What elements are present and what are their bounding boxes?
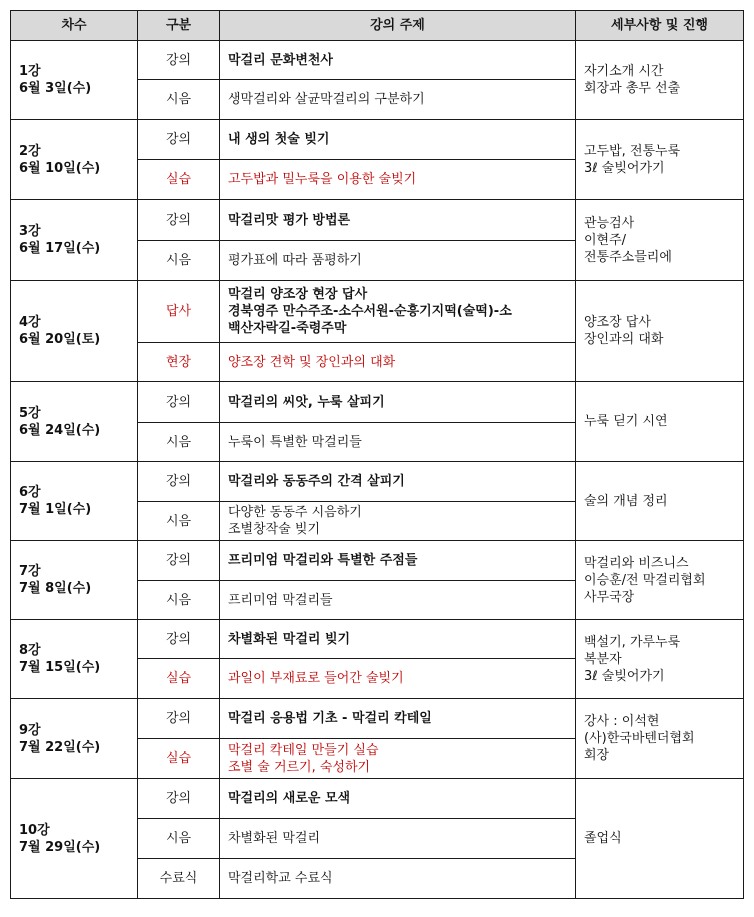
session-cell — [11, 281, 138, 382]
category-cell: 시음 — [138, 241, 220, 281]
detail-line: 장인과의 대화 — [584, 332, 664, 347]
detail-line: 양조장 답사 — [584, 315, 651, 330]
topic-line: 막걸리맛 평가 방법론 — [228, 212, 351, 228]
detail-line: 막걸리와 비즈니스 — [584, 555, 689, 571]
table-row — [11, 281, 744, 343]
topic-cell — [220, 739, 576, 779]
topic-cell — [220, 80, 576, 120]
session-number: 4강 — [19, 315, 41, 330]
topic-cell — [220, 462, 576, 502]
table-row — [11, 200, 744, 241]
session-number: 9강 — [19, 722, 41, 738]
topic-line: 백산자락길-죽령주막 — [228, 321, 347, 336]
topic-cell — [220, 41, 576, 80]
category-cell: 강의 — [138, 200, 220, 241]
category-cell: 강의 — [138, 541, 220, 581]
session-date: 6월 3일(수) — [19, 81, 92, 96]
detail-line: 누룩 딛기 시연 — [584, 414, 668, 429]
category-cell: 시음 — [138, 581, 220, 620]
session-date: 7월 8일(수) — [19, 581, 92, 596]
category-cell: 강의 — [138, 120, 220, 160]
topic-cell — [220, 659, 576, 699]
details-cell — [576, 462, 744, 541]
category-cell: 강의 — [138, 382, 220, 423]
category-cell: 강의 — [138, 41, 220, 80]
detail-line: 3ℓ 술빚어가기 — [584, 160, 665, 176]
topic-line: 과일이 부재료로 들어간 술빚기 — [228, 671, 404, 686]
session-date: 6월 17일(수) — [19, 241, 101, 256]
category-cell: 실습 — [138, 659, 220, 699]
topic-line: 막걸리와 동동주의 간격 살피기 — [228, 474, 405, 489]
category-cell: 시음 — [138, 502, 220, 541]
details-cell — [576, 779, 744, 899]
category-cell: 강의 — [138, 462, 220, 502]
topic-cell — [220, 859, 576, 899]
category-cell: 현장 — [138, 343, 220, 382]
header-session: 차수 — [11, 11, 138, 41]
detail-line: 자기소개 시간 — [584, 64, 664, 79]
category-cell: 시음 — [138, 80, 220, 120]
topic-line: 양조장 견학 및 장인과의 대화 — [228, 354, 396, 370]
detail-line: (사)한국바텐더협회 — [584, 731, 695, 746]
topic-line: 누룩이 특별한 막걸리들 — [228, 434, 362, 450]
session-date: 7월 15일(수) — [19, 660, 101, 675]
detail-line: 회장과 총무 선출 — [584, 81, 681, 96]
session-cell — [11, 462, 138, 541]
topic-line: 평가표에 따라 품평하기 — [228, 253, 362, 268]
detail-line: 전통주소믈리에 — [584, 249, 672, 265]
session-number: 7강 — [19, 564, 41, 579]
topic-cell — [220, 343, 576, 382]
table-row — [11, 620, 744, 659]
topic-line: 다양한 동동주 시음하기 — [228, 505, 362, 520]
detail-line: 강사 : 이석현 — [584, 714, 660, 729]
detail-line: 관능검사 — [584, 215, 635, 231]
topic-line: 경북영주 만수주조-소수서원-순흥기지떡(술떡)-소 — [228, 304, 512, 319]
session-number: 3강 — [19, 224, 41, 239]
table-row — [11, 699, 744, 739]
session-date: 6월 20일(토) — [19, 332, 101, 347]
topic-cell — [220, 120, 576, 160]
topic-line: 막걸리의 씨앗, 누룩 살피기 — [228, 394, 385, 410]
topic-line: 막걸리 칵테일 만들기 실습 — [228, 742, 379, 758]
detail-line: 졸업식 — [584, 831, 622, 846]
topic-cell — [220, 160, 576, 200]
topic-cell — [220, 541, 576, 581]
session-cell — [11, 382, 138, 462]
topic-line: 막걸리 양조장 현장 답사 — [228, 287, 368, 302]
topic-cell — [220, 423, 576, 462]
topic-line: 조별 술 거르기, 숙성하기 — [228, 759, 371, 775]
session-cell — [11, 699, 138, 779]
topic-line: 차별화된 막걸리 빚기 — [228, 631, 351, 647]
header-details: 세부사항 및 진행 — [576, 11, 744, 41]
header-row — [11, 11, 744, 41]
topic-line: 막걸리 응용법 기초 - 막걸리 칵테일 — [228, 711, 432, 726]
topic-line: 조별창작술 빚기 — [228, 522, 321, 537]
category-cell: 강의 — [138, 620, 220, 659]
category-cell: 답사 — [138, 281, 220, 343]
session-cell — [11, 120, 138, 200]
topic-cell — [220, 241, 576, 281]
detail-line: 이현주/ — [584, 232, 627, 248]
details-cell — [576, 620, 744, 699]
detail-line: 이승훈/전 막걸리협회 — [584, 572, 706, 588]
detail-line: 사무국장 — [584, 589, 635, 605]
session-number: 1강 — [19, 64, 41, 79]
topic-cell — [220, 819, 576, 859]
table-row — [11, 120, 744, 160]
category-cell: 시음 — [138, 819, 220, 859]
session-cell — [11, 541, 138, 620]
details-cell — [576, 281, 744, 382]
session-cell — [11, 200, 138, 281]
topic-line: 막걸리 문화변천사 — [228, 52, 333, 68]
detail-line: 술의 개념 정리 — [584, 493, 668, 509]
session-date: 7월 22일(수) — [19, 739, 101, 755]
category-cell: 시음 — [138, 423, 220, 462]
session-cell — [11, 779, 138, 899]
detail-line: 고두밥, 전통누룩 — [584, 143, 681, 159]
topic-cell — [220, 581, 576, 620]
details-cell — [576, 541, 744, 620]
category-cell: 강의 — [138, 779, 220, 819]
topic-cell — [220, 200, 576, 241]
topic-line: 막걸리의 새로운 모색 — [228, 791, 351, 806]
topic-line: 생막걸리와 살균막걸리의 구분하기 — [228, 92, 425, 107]
session-date: 7월 1일(수) — [19, 502, 92, 517]
details-cell — [576, 382, 744, 462]
topic-line: 내 생의 첫술 빚기 — [228, 132, 330, 147]
topic-cell — [220, 281, 576, 343]
session-cell — [11, 41, 138, 120]
details-cell — [576, 699, 744, 779]
topic-line: 프리미엄 막걸리와 특별한 주점들 — [228, 553, 418, 568]
header-category: 구분 — [138, 11, 220, 41]
table-row — [11, 779, 744, 819]
topic-cell — [220, 699, 576, 739]
category-cell: 실습 — [138, 739, 220, 779]
table-row — [11, 41, 744, 80]
category-cell: 수료식 — [138, 859, 220, 899]
table-row — [11, 541, 744, 581]
category-cell: 실습 — [138, 160, 220, 200]
table-row — [11, 382, 744, 423]
topic-line: 막걸리학교 수료식 — [228, 871, 333, 886]
details-cell — [576, 200, 744, 281]
topic-cell — [220, 779, 576, 819]
detail-line: 복분자 — [584, 651, 622, 667]
session-number: 8강 — [19, 643, 41, 658]
topic-line: 차별화된 막걸리 — [228, 831, 321, 846]
topic-line: 프리미엄 막걸리들 — [228, 592, 333, 608]
topic-cell — [220, 382, 576, 423]
session-number: 6강 — [19, 485, 41, 500]
details-cell — [576, 41, 744, 120]
details-cell — [576, 120, 744, 200]
detail-line: 백설기, 가루누룩 — [584, 634, 681, 650]
schedule-body — [11, 41, 744, 899]
detail-line: 3ℓ 술빚어가기 — [584, 668, 665, 684]
category-cell: 강의 — [138, 699, 220, 739]
topic-line: 고두밥과 밀누룩을 이용한 술빚기 — [228, 172, 417, 187]
table-row — [11, 462, 744, 502]
session-number: 10강 — [19, 822, 50, 838]
schedule-table — [10, 10, 744, 899]
session-date: 7월 29일(수) — [19, 839, 101, 855]
session-number: 5강 — [19, 405, 41, 421]
topic-cell — [220, 502, 576, 541]
detail-line: 회장 — [584, 748, 610, 763]
session-number: 2강 — [19, 143, 41, 159]
session-date: 6월 10일(수) — [19, 160, 101, 176]
topic-cell — [220, 620, 576, 659]
session-date: 6월 24일(수) — [19, 422, 101, 438]
session-cell — [11, 620, 138, 699]
header-topic: 강의 주제 — [220, 11, 576, 41]
